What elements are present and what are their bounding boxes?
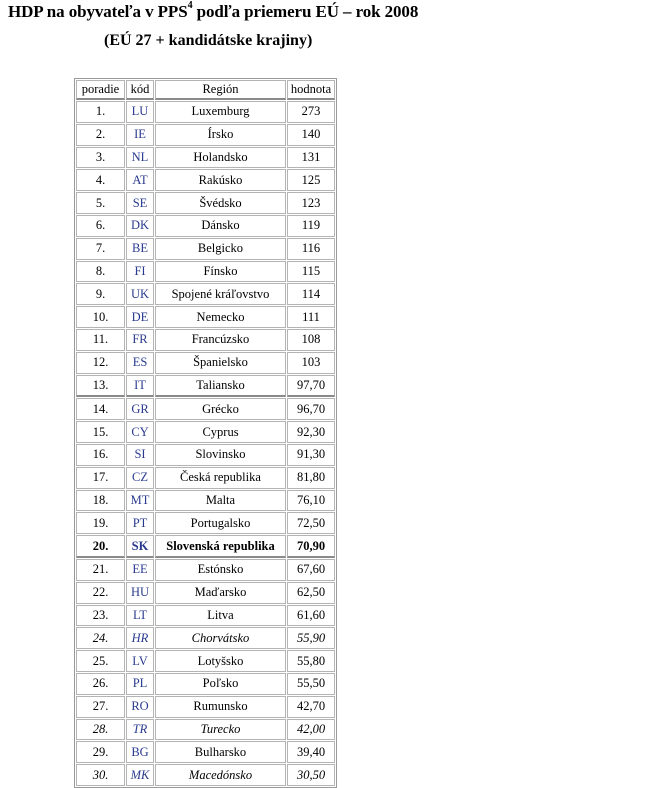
code-cell: FI — [126, 261, 154, 283]
value-cell: 42,70 — [287, 696, 335, 718]
region-cell: Poľsko — [155, 673, 286, 695]
table-row — [76, 605, 335, 627]
table-row — [76, 490, 335, 512]
rank-cell: 16. — [76, 444, 125, 466]
table-row — [76, 283, 335, 305]
region-cell: Dánsko — [155, 215, 286, 237]
code-cell: MK — [126, 764, 154, 786]
code-cell: LV — [126, 650, 154, 672]
rank-cell: 29. — [76, 741, 125, 763]
code-cell: TR — [126, 719, 154, 741]
rank-cell: 14. — [76, 398, 125, 420]
region-cell: Estónsko — [155, 559, 286, 581]
rank-cell: 3. — [76, 147, 125, 169]
rank-cell: 28. — [76, 719, 125, 741]
value-cell: 30,50 — [287, 764, 335, 786]
page-subtitle: (EÚ 27 + kandidátske krajiny) — [104, 32, 313, 49]
value-cell: 119 — [287, 215, 335, 237]
code-cell: BG — [126, 741, 154, 763]
rank-cell: 7. — [76, 238, 125, 260]
table-row — [76, 467, 335, 489]
table-row — [76, 398, 335, 420]
value-cell: 62,50 — [287, 582, 335, 604]
table-header-row — [76, 80, 335, 100]
code-cell: NL — [126, 147, 154, 169]
table-row — [76, 719, 335, 741]
title-suffix: podľa priemeru EÚ – rok 2008 — [192, 2, 419, 21]
table-row — [76, 169, 335, 191]
rank-cell: 10. — [76, 306, 125, 328]
code-cell: PL — [126, 673, 154, 695]
column-header-region: Región — [155, 80, 286, 100]
region-cell: Španielsko — [155, 352, 286, 374]
value-cell: 96,70 — [287, 398, 335, 420]
footnote-marker: 4 — [187, 0, 193, 11]
table-row — [76, 306, 335, 328]
code-cell: HR — [126, 627, 154, 649]
value-cell: 92,30 — [287, 421, 335, 443]
region-cell: Maďarsko — [155, 582, 286, 604]
code-cell: DK — [126, 215, 154, 237]
region-cell: Cyprus — [155, 421, 286, 443]
value-cell: 81,80 — [287, 467, 335, 489]
table-row — [76, 673, 335, 695]
code-cell: CZ — [126, 467, 154, 489]
value-cell: 67,60 — [287, 559, 335, 581]
code-cell: LU — [126, 101, 154, 123]
rank-cell: 19. — [76, 512, 125, 534]
region-cell: Litva — [155, 605, 286, 627]
region-cell: Belgicko — [155, 238, 286, 260]
region-cell: Fínsko — [155, 261, 286, 283]
region-cell: Portugalsko — [155, 512, 286, 534]
code-cell: LT — [126, 605, 154, 627]
rank-cell: 30. — [76, 764, 125, 786]
value-cell: 125 — [287, 169, 335, 191]
code-cell: HU — [126, 582, 154, 604]
region-cell: Rumunsko — [155, 696, 286, 718]
table-row — [76, 444, 335, 466]
code-cell: CY — [126, 421, 154, 443]
table-row — [76, 559, 335, 581]
column-header-value: hodnota — [287, 80, 335, 100]
table-row — [76, 696, 335, 718]
value-cell: 61,60 — [287, 605, 335, 627]
code-cell: SK — [126, 535, 154, 558]
rank-cell: 22. — [76, 582, 125, 604]
region-cell: Chorvátsko — [155, 627, 286, 649]
region-cell: Luxemburg — [155, 101, 286, 123]
column-header-rank: poradie — [76, 80, 125, 100]
table-row — [76, 352, 335, 374]
value-cell: 131 — [287, 147, 335, 169]
rank-cell: 12. — [76, 352, 125, 374]
value-cell: 70,90 — [287, 535, 335, 558]
value-cell: 103 — [287, 352, 335, 374]
region-cell: Holandsko — [155, 147, 286, 169]
region-cell: Rakúsko — [155, 169, 286, 191]
region-cell: Bulharsko — [155, 741, 286, 763]
region-cell: Lotyšsko — [155, 650, 286, 672]
rank-cell: 6. — [76, 215, 125, 237]
code-cell: FR — [126, 329, 154, 351]
value-cell: 111 — [287, 306, 335, 328]
rank-cell: 17. — [76, 467, 125, 489]
rank-cell: 24. — [76, 627, 125, 649]
value-cell: 116 — [287, 238, 335, 260]
rank-cell: 2. — [76, 124, 125, 146]
region-cell: Slovinsko — [155, 444, 286, 466]
region-cell: Nemecko — [155, 306, 286, 328]
page-title — [8, 2, 418, 22]
table-row — [76, 650, 335, 672]
rank-cell: 5. — [76, 192, 125, 214]
table-row — [76, 375, 335, 398]
table-row — [76, 101, 335, 123]
rank-cell: 1. — [76, 101, 125, 123]
rank-cell: 13. — [76, 375, 125, 398]
rank-cell: 27. — [76, 696, 125, 718]
code-cell: SE — [126, 192, 154, 214]
title-text: HDP na obyvateľa v PPS — [8, 2, 188, 21]
table-row — [76, 147, 335, 169]
table-row — [76, 421, 335, 443]
value-cell: 123 — [287, 192, 335, 214]
code-cell: MT — [126, 490, 154, 512]
table-row — [76, 741, 335, 763]
rank-cell: 18. — [76, 490, 125, 512]
code-cell: GR — [126, 398, 154, 420]
table-row — [76, 582, 335, 604]
code-cell: IT — [126, 375, 154, 398]
region-cell: Francúzsko — [155, 329, 286, 351]
region-cell: Slovenská republika — [155, 535, 286, 558]
table-body — [76, 101, 335, 786]
value-cell: 97,70 — [287, 375, 335, 398]
rank-cell: 11. — [76, 329, 125, 351]
rank-cell: 23. — [76, 605, 125, 627]
table-row — [76, 124, 335, 146]
table-row — [76, 261, 335, 283]
column-header-code: kód — [126, 80, 154, 100]
code-cell: EE — [126, 559, 154, 581]
region-cell: Írsko — [155, 124, 286, 146]
rank-cell: 8. — [76, 261, 125, 283]
value-cell: 76,10 — [287, 490, 335, 512]
region-cell: Spojené kráľovstvo — [155, 283, 286, 305]
table-row — [76, 238, 335, 260]
rank-cell: 15. — [76, 421, 125, 443]
value-cell: 72,50 — [287, 512, 335, 534]
region-cell: Taliansko — [155, 375, 286, 398]
table-row — [76, 512, 335, 534]
region-cell: Macedónsko — [155, 764, 286, 786]
rank-cell: 20. — [76, 535, 125, 558]
rank-cell: 4. — [76, 169, 125, 191]
value-cell: 55,80 — [287, 650, 335, 672]
code-cell: BE — [126, 238, 154, 260]
region-cell: Grécko — [155, 398, 286, 420]
value-cell: 114 — [287, 283, 335, 305]
code-cell: AT — [126, 169, 154, 191]
code-cell: ES — [126, 352, 154, 374]
value-cell: 42,00 — [287, 719, 335, 741]
code-cell: PT — [126, 512, 154, 534]
rank-cell: 9. — [76, 283, 125, 305]
rank-cell: 21. — [76, 559, 125, 581]
code-cell: UK — [126, 283, 154, 305]
code-cell: IE — [126, 124, 154, 146]
value-cell: 91,30 — [287, 444, 335, 466]
value-cell: 140 — [287, 124, 335, 146]
region-cell: Švédsko — [155, 192, 286, 214]
region-cell: Česká republika — [155, 467, 286, 489]
value-cell: 108 — [287, 329, 335, 351]
value-cell: 115 — [287, 261, 335, 283]
table-row — [76, 764, 335, 786]
rank-cell: 26. — [76, 673, 125, 695]
value-cell: 55,50 — [287, 673, 335, 695]
code-cell: RO — [126, 696, 154, 718]
table-row — [76, 329, 335, 351]
table-row — [76, 627, 335, 649]
code-cell: DE — [126, 306, 154, 328]
value-cell: 39,40 — [287, 741, 335, 763]
table-row — [76, 192, 335, 214]
rank-cell: 25. — [76, 650, 125, 672]
table-row — [76, 215, 335, 237]
value-cell: 273 — [287, 101, 335, 123]
table-row — [76, 535, 335, 558]
value-cell: 55,90 — [287, 627, 335, 649]
region-cell: Turecko — [155, 719, 286, 741]
gdp-ranking-table — [74, 78, 337, 788]
code-cell: SI — [126, 444, 154, 466]
region-cell: Malta — [155, 490, 286, 512]
